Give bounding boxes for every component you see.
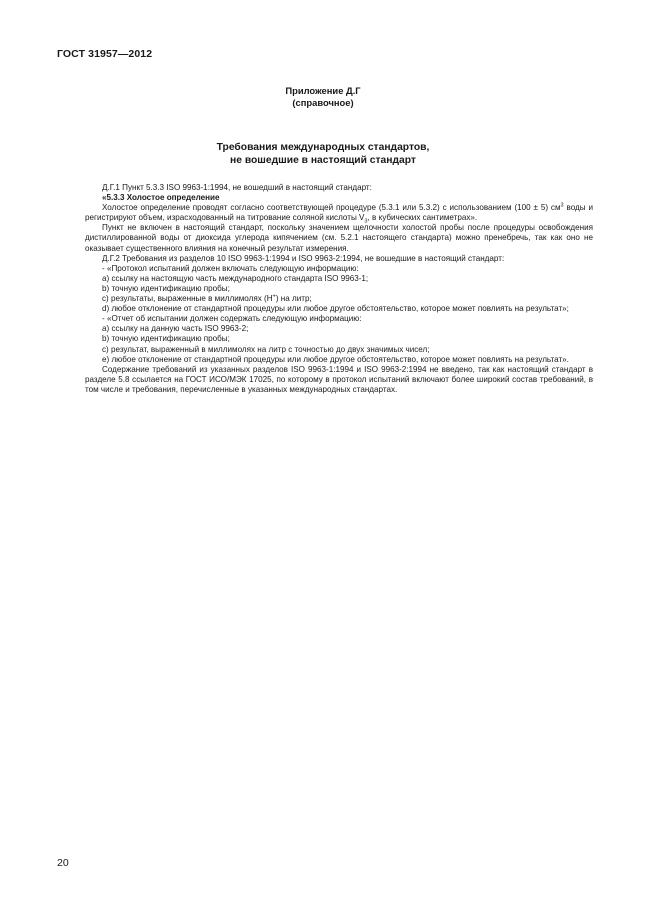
annex-title [0, 142, 646, 167]
paragraph-dg2: Д.Г.2 Требования из разделов 10 ISO 9963-1:1994 и ISO 9963-2:1994, не вошедшие в настоящий стандарт: [102, 253, 505, 263]
list-item-c2: c) результат, выраженный в миллимолях на литр с точностью до двух значимых чисел; [102, 344, 430, 354]
paragraph-report-intro: - «Отчет об испытании должен содержать следующую информацию: [102, 314, 362, 324]
standard-code: ГОСТ 31957—2012 [57, 48, 153, 60]
list-item-d1: d) любое отклонение от стандартной процедуры или любое другое обстоятельство, которое может повлиять на результат»; [102, 304, 569, 314]
paragraph-533-heading: «5.3.3 Холостое определение [102, 193, 220, 203]
blank-det-sup: 3 [560, 202, 564, 209]
list-item-b2: b) точную идентификацию пробы; [102, 334, 230, 344]
blank-det-text-2: воды и регистрируют объем, израсходованный на титрование соляной кислоты V [85, 203, 593, 223]
results-text-2: ) на литр; [275, 294, 312, 304]
results-text-1: c) результаты, выраженные в миллимолях (Н [102, 294, 273, 304]
list-item-b1: b) точную идентификацию пробы; [102, 283, 230, 293]
blank-det-text-1: Холостое определение проводят согласно соответствующей процедуре (5.3.1 или 5.3.2) с использованием (100 ± 5) см [102, 203, 561, 213]
paragraph-blank-determination [85, 203, 593, 223]
paragraph-protocol-intro: - «Протокол испытаний должен включать следующую информацию: [102, 263, 359, 273]
annex-heading [0, 85, 646, 108]
list-item-c1 [85, 294, 593, 304]
annex-title-line-1: Требования международных стандартов, [216, 142, 430, 153]
paragraph-not-included: Пункт не включен в настоящий стандарт, поскольку значением щелочности холостой пробы после процедуры освобождения дистиллированной воды от диоксида углерода кипячением (см. 5.2.1 настоящего стандарта) можно пренебречь, так как оно не оказывает существенного влияния на конечный результат измерения. [85, 223, 593, 253]
annex-title-line-2: не вошедшие в настоящий стандарт [230, 154, 416, 166]
list-item-a2: а) ссылку на данную часть ISO 9963-2; [102, 324, 249, 334]
page-number: 20 [57, 857, 69, 869]
list-item-e2: e) любое отклонение от стандартной процедуры или любое другое обстоятельство, которое может повлиять на результат». [102, 354, 569, 364]
paragraph-conclusion: Содержание требований из указанных разделов ISO 9963-1:1994 и ISO 9963-2:1994 не введено, так как настоящий стандарт в разделе 5.8 ссылается на ГОСТ ИСО/МЭК 17025, по которому в протокол испытаний включают более широкий состав требований, в том числе и требования, перечисленные в указанных международных стандартах. [85, 364, 593, 394]
annex-body [85, 183, 593, 395]
blank-det-text-3: , в кубических сантиметрах». [367, 213, 478, 223]
annex-type: (справочное) [292, 96, 354, 108]
paragraph-dg1: Д.Г.1 Пункт 5.3.3 ISO 9963-1:1994, не вошедший в настоящий стандарт: [102, 183, 372, 192]
annex-label: Приложение Д.Г [285, 85, 361, 96]
blank-det-sub: 3 [364, 218, 368, 225]
list-item-a1: а) ссылку на настоящую часть международного стандарта ISO 9963-1; [102, 273, 369, 283]
results-sup: + [272, 293, 276, 300]
